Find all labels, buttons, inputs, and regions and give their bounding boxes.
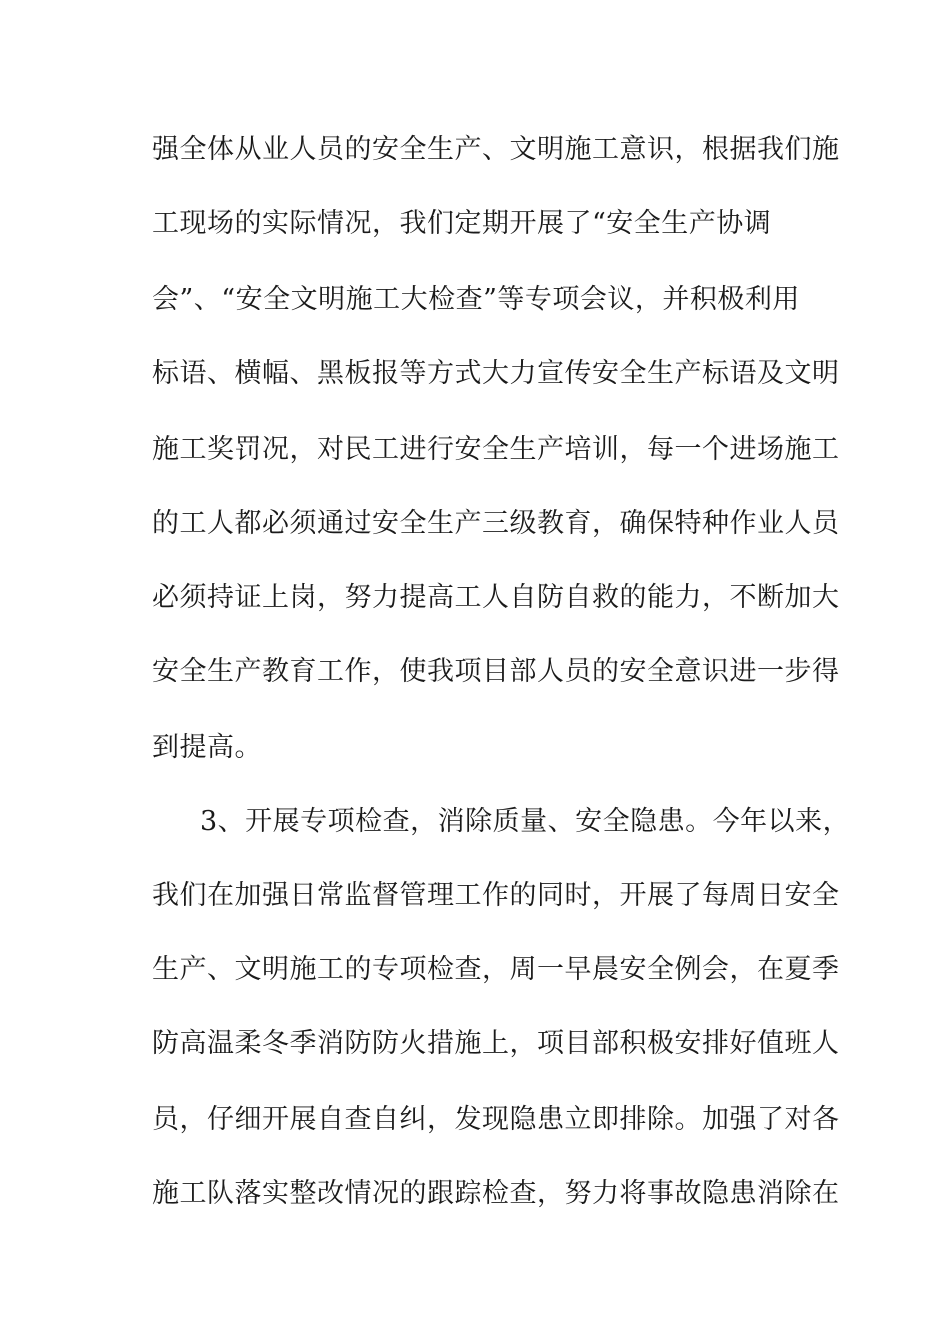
text-line-8: 安全生产教育工作，使我项目部人员的安全意识进一步得 [152,656,840,687]
text-line-2: 工现场的实际情况，我们定期开展了“安全生产协调 [152,208,772,239]
text-line-14: 员，仔细开展自查自纠，发现隐患立即排除。加强了对各 [152,1104,840,1135]
text-line-9: 到提高。 [152,732,262,763]
text-line-1: 强全体从业人员的安全生产、文明施工意识，根据我们施 [152,134,840,165]
text-line-5: 施工奖罚况，对民工进行安全生产培训，每一个进场施工 [152,434,840,465]
text-line-12: 生产、文明施工的专项检查，周一早晨安全例会，在夏季 [152,954,840,985]
text-line-3: 会”、“安全文明施工大检查”等专项会议，并积极利用 [152,284,800,315]
text-line-13: 防高温柔冬季消防防火措施上，项目部积极安排好值班人 [152,1028,840,1059]
text-line-10: 3、开展专项检查，消除质量、安全隐患。今年以来， [200,806,851,837]
text-line-4: 标语、横幅、黑板报等方式大力宣传安全生产标语及文明 [152,358,840,389]
text-line-11: 我们在加强日常监督管理工作的同时，开展了每周日安全 [152,880,840,911]
text-line-7: 必须持证上岗，努力提高工人自防自救的能力，不断加大 [152,582,840,613]
text-line-6: 的工人都必须通过安全生产三级教育，确保特种作业人员 [152,508,840,539]
text-line-15: 施工队落实整改情况的跟踪检查，努力将事故隐患消除在 [152,1178,840,1209]
